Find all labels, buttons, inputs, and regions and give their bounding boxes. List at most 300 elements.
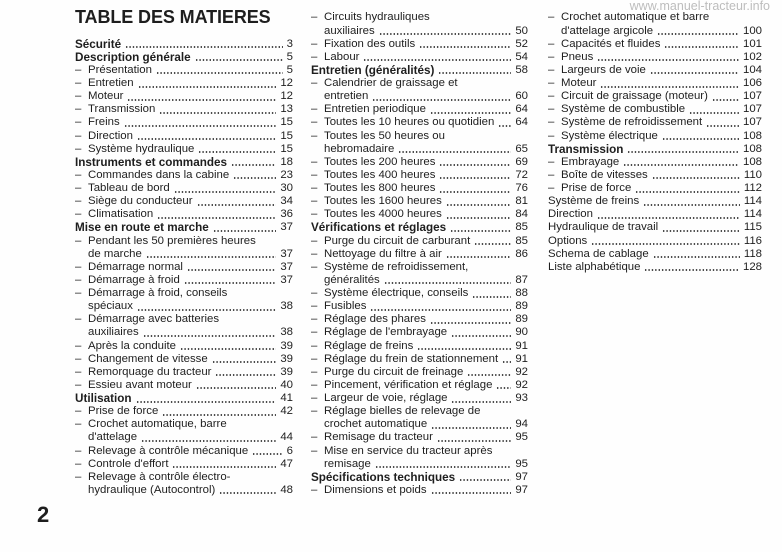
- dash-marker: –: [311, 352, 318, 365]
- toc-entry-title: Mise en service du tracteur après: [324, 444, 493, 457]
- dot-leader: [451, 335, 511, 337]
- toc-line: [311, 90, 528, 103]
- toc-subentry: [548, 169, 762, 182]
- toc-line: [548, 221, 762, 234]
- toc-page-number: 6: [286, 444, 293, 457]
- dot-leader: [172, 466, 276, 468]
- toc-page-number: 90: [515, 326, 528, 339]
- toc-line: [548, 235, 762, 248]
- toc-entry-title: Tableau de bord: [88, 182, 170, 195]
- toc-line: [311, 471, 528, 484]
- toc-entry-title: Circuits hydrauliques: [324, 11, 430, 24]
- toc-subentry: [75, 64, 293, 77]
- toc-entry-title-continued: d'attelage argicole: [561, 24, 654, 37]
- toc-line: [311, 25, 528, 38]
- dot-leader: [439, 164, 511, 166]
- toc-entry-title: Pendant les 50 premières heures: [88, 234, 256, 247]
- toc-entry-title: Embrayage: [561, 155, 620, 168]
- dash-marker: –: [311, 195, 318, 208]
- dot-leader: [627, 151, 739, 153]
- toc-entry-title: Remorquage du tracteur: [88, 365, 212, 378]
- dot-leader: [198, 151, 276, 153]
- toc-line: [75, 261, 293, 274]
- dot-leader: [137, 309, 276, 311]
- toc-entry-title-continued: auxiliaires: [88, 326, 139, 339]
- dot-leader: [502, 361, 511, 363]
- dash-marker: –: [75, 457, 82, 470]
- toc-line: [548, 195, 762, 208]
- toc-page-number: 37: [280, 247, 293, 260]
- toc-page-number: 112: [743, 182, 762, 194]
- toc-page-number: 116: [743, 234, 762, 247]
- toc-entry-title: Commandes dans la cabine: [88, 168, 230, 181]
- dash-marker: –: [548, 116, 555, 129]
- toc-page-number: 39: [280, 339, 293, 352]
- toc-entry-title: Largeurs de voie: [561, 63, 646, 76]
- dot-leader: [635, 191, 740, 193]
- toc-entry-title: Système de refroidissement: [561, 116, 703, 129]
- toc-subentry: [75, 261, 293, 274]
- toc-subentry: [548, 182, 762, 195]
- toc-section-heading: [75, 392, 293, 405]
- toc-subentry: [311, 156, 528, 169]
- toc-entry-title: Fusibles: [324, 300, 367, 313]
- toc-page-number: 64: [515, 116, 528, 129]
- toc-subentry: [311, 182, 528, 195]
- toc-entry: [548, 235, 762, 248]
- dot-leader: [174, 191, 277, 193]
- toc-subentry: [548, 156, 762, 169]
- toc-subentry: [75, 103, 293, 116]
- dot-leader: [430, 112, 511, 114]
- toc-subentry: [75, 366, 293, 379]
- toc-entry-title: Toutes les 200 heures: [324, 155, 436, 168]
- toc-entry-title: Système de refroidissement,: [324, 260, 469, 273]
- toc-entry-title: Entretien (généralités): [311, 63, 435, 77]
- dot-leader: [219, 492, 276, 494]
- toc-subentry: [75, 143, 293, 156]
- watermark-url: www.manuel-tracteur.info: [629, 0, 770, 13]
- toc-line: [75, 445, 293, 458]
- toc-line: [311, 458, 528, 471]
- dot-leader: [187, 269, 276, 271]
- dash-marker: –: [75, 168, 82, 181]
- dot-leader: [430, 322, 511, 324]
- dot-leader: [212, 361, 277, 363]
- toc-entry-title-continued: de marche: [88, 247, 142, 260]
- dot-leader: [664, 46, 739, 48]
- toc-subentry: [75, 353, 293, 366]
- toc-page-number: 76: [515, 182, 528, 194]
- dash-marker: –: [548, 103, 555, 116]
- toc-page-number: 44: [280, 431, 293, 444]
- dash-marker: –: [75, 378, 82, 391]
- toc-line: [311, 51, 528, 64]
- toc-entry-title-continued: hydraulique (Autocontrol): [88, 483, 216, 496]
- toc-page-number: 18: [280, 155, 293, 168]
- dash-marker: –: [311, 103, 318, 116]
- toc-line: [75, 379, 293, 392]
- dot-leader: [650, 72, 739, 74]
- dash-marker: –: [548, 90, 555, 103]
- toc-subentry: [311, 235, 528, 248]
- toc-subentry: [311, 103, 528, 116]
- toc-page-number: 38: [280, 300, 293, 313]
- toc-line: [311, 445, 528, 458]
- toc-entry-title: Circuit de graissage (moteur): [561, 90, 708, 103]
- toc-entry-title: Démarrage à froid, conseils: [88, 287, 228, 300]
- toc-entry: [548, 221, 762, 234]
- toc-page-number: 48: [280, 483, 293, 496]
- toc-line: [75, 392, 293, 405]
- toc-page-number: 91: [515, 352, 528, 365]
- toc-entry-title: Entretien: [88, 77, 134, 90]
- toc-line: [75, 64, 293, 77]
- dot-leader: [197, 204, 277, 206]
- dash-marker: –: [311, 155, 318, 168]
- toc-line: [75, 182, 293, 195]
- toc-page-number: 97: [515, 483, 528, 496]
- toc-entry-title: Largeur de voie, réglage: [324, 392, 448, 404]
- toc-entry-title-continued: d'attelage: [88, 431, 138, 444]
- toc-line: [75, 221, 293, 234]
- toc-line: [75, 248, 293, 261]
- toc-entry-title: Transmission: [548, 142, 624, 156]
- dash-marker: –: [75, 63, 82, 76]
- toc-page-number: 92: [515, 365, 528, 378]
- toc-subentry: [311, 287, 528, 300]
- toc-subentry: [548, 11, 762, 37]
- toc-page-number: 97: [515, 470, 528, 483]
- toc-section-heading: [75, 38, 293, 51]
- toc-page-number: 39: [280, 352, 293, 365]
- toc-subentry: [311, 169, 528, 182]
- toc-subentry: [311, 51, 528, 64]
- toc-page-number: 52: [515, 37, 528, 50]
- toc-page-number: 92: [515, 378, 528, 391]
- toc-page-number: 114: [743, 195, 762, 208]
- dash-marker: –: [548, 37, 555, 50]
- toc-line: [311, 274, 528, 287]
- toc-subentry: [75, 313, 293, 339]
- toc-entry-title: Pincement, vérification et réglage: [324, 378, 493, 391]
- toc-page-number: 101: [742, 37, 762, 50]
- toc-page-number: 36: [280, 208, 293, 221]
- toc-line: [311, 392, 528, 405]
- toc-page-number: 65: [515, 142, 528, 155]
- toc-subentry: [548, 103, 762, 116]
- toc-line: [311, 300, 528, 313]
- dot-leader: [657, 33, 739, 35]
- toc-entry-title: Prise de force: [88, 405, 159, 418]
- toc-entry-title: Crochet automatique, barre: [88, 418, 227, 431]
- dash-marker: –: [311, 392, 318, 404]
- dot-leader: [231, 164, 276, 166]
- dot-leader: [446, 204, 512, 206]
- toc-line: [311, 353, 528, 366]
- toc-section-heading: [75, 156, 293, 169]
- dash-marker: –: [75, 142, 82, 155]
- toc-page-number: 39: [280, 365, 293, 378]
- toc-page-number: 108: [742, 155, 762, 168]
- toc-line: [311, 221, 528, 234]
- toc-subentry: [311, 208, 528, 221]
- toc-subentry: [311, 38, 528, 51]
- toc-page-number: 86: [515, 247, 528, 260]
- toc-line: [311, 235, 528, 248]
- toc-section-heading: [548, 143, 762, 156]
- toc-column-3: [548, 11, 762, 274]
- toc-line: [75, 418, 293, 431]
- toc-entry-title: Réglage de freins: [324, 339, 414, 352]
- dot-leader: [438, 72, 511, 74]
- dash-marker: –: [75, 234, 82, 247]
- toc-subentry: [75, 235, 293, 261]
- dot-leader: [233, 177, 276, 179]
- toc-entry-title: Boîte de vitesses: [561, 168, 648, 181]
- toc-entry: [548, 208, 762, 221]
- dot-leader: [712, 99, 739, 101]
- toc-entry-title: Crochet automatique et barre: [561, 11, 710, 24]
- toc-subentry: [311, 445, 528, 471]
- toc-entry-title: Transmission: [88, 103, 156, 116]
- toc-entry: [548, 261, 762, 274]
- dot-leader: [125, 46, 283, 48]
- dash-marker: –: [548, 182, 555, 194]
- toc-entry-title: Siège du conducteur: [88, 195, 193, 208]
- toc-line: [311, 116, 528, 129]
- dash-marker: –: [311, 483, 318, 496]
- toc-entry-title: Système de combustible: [561, 103, 686, 116]
- toc-line: [548, 64, 762, 77]
- toc-subentry: [311, 77, 528, 103]
- dot-leader: [180, 348, 276, 350]
- toc-subentry: [311, 326, 528, 339]
- toc-entry-title: Schema de cablage: [548, 247, 649, 260]
- dash-marker: –: [311, 313, 318, 326]
- toc-entry-title: Réglage de l'embrayage: [324, 326, 448, 339]
- dot-leader: [498, 125, 511, 127]
- toc-section-heading: [75, 221, 293, 234]
- toc-entry-title: Remisage du tracteur: [324, 431, 433, 444]
- toc-entry-title: Instruments et commandes: [75, 155, 227, 169]
- dot-leader: [431, 427, 511, 429]
- dash-marker: –: [75, 103, 82, 116]
- dot-leader: [597, 59, 739, 61]
- toc-line: [548, 208, 762, 221]
- dot-leader: [252, 453, 282, 455]
- dot-leader: [652, 177, 740, 179]
- toc-entry-title: Description générale: [75, 50, 191, 64]
- toc-line: [75, 326, 293, 339]
- toc-page-number: 107: [742, 116, 762, 129]
- toc-page-number: 5: [286, 63, 293, 76]
- toc-line: [75, 313, 293, 326]
- toc-line: [548, 130, 762, 143]
- toc-line: [75, 287, 293, 300]
- dot-leader: [446, 256, 512, 258]
- dash-marker: –: [311, 365, 318, 378]
- toc-subentry: [311, 11, 528, 37]
- toc-line: [548, 103, 762, 116]
- toc-entry-title: Changement de vitesse: [88, 352, 208, 365]
- toc-page-number: 91: [515, 339, 528, 352]
- toc-subentry: [548, 90, 762, 103]
- toc-page-number: 69: [515, 155, 528, 168]
- toc-line: [548, 182, 762, 195]
- toc-subentry: [548, 116, 762, 129]
- toc-page-number: 15: [280, 116, 293, 129]
- toc-page-number: 23: [280, 168, 293, 181]
- toc-entry-title: Pneus: [561, 50, 594, 63]
- toc-subentry: [75, 130, 293, 143]
- toc-entry-title: Utilisation: [75, 392, 132, 406]
- dot-leader: [662, 230, 740, 232]
- dot-leader: [379, 33, 512, 35]
- toc-entry-title-continued: spéciaux: [88, 300, 133, 313]
- toc-line: [311, 379, 528, 392]
- dot-leader: [600, 86, 739, 88]
- toc-subentry: [75, 471, 293, 497]
- dot-leader: [162, 414, 276, 416]
- dot-leader: [662, 138, 739, 140]
- toc-entry-title: Labour: [324, 50, 360, 63]
- dot-leader: [437, 440, 511, 442]
- toc-page-number: 37: [280, 273, 293, 286]
- toc-subentry: [311, 366, 528, 379]
- toc-line: [75, 195, 293, 208]
- toc-line: [548, 169, 762, 182]
- toc-line: [311, 143, 528, 156]
- toc-line: [311, 77, 528, 90]
- dot-leader: [146, 256, 277, 258]
- toc-entry-title: Freins: [88, 116, 120, 129]
- toc-line: [311, 64, 528, 77]
- toc-line: [548, 143, 762, 156]
- toc-page-number: 107: [742, 103, 762, 116]
- toc-line: [311, 287, 528, 300]
- toc-page-number: 3: [286, 37, 293, 50]
- dot-leader: [450, 230, 511, 232]
- toc-line: [75, 235, 293, 248]
- toc-entry-title: Hydraulique de travail: [548, 221, 659, 234]
- dot-leader: [124, 125, 277, 127]
- toc-entry-title: Entretien periodique: [324, 103, 426, 116]
- toc-subentry: [75, 169, 293, 182]
- toc-page-number: 15: [280, 129, 293, 142]
- toc-entry: [548, 248, 762, 261]
- toc-line: [311, 11, 528, 24]
- dash-marker: –: [311, 234, 318, 247]
- toc-subentry: [75, 445, 293, 458]
- toc-subentry: [75, 90, 293, 103]
- toc-entry-title: Spécifications techniques: [311, 470, 456, 484]
- page-number: 2: [37, 502, 50, 527]
- dot-leader: [459, 479, 511, 481]
- toc-subentry: [75, 405, 293, 418]
- toc-entry-title: Dimensions et poids: [324, 483, 427, 496]
- toc-entry-title: Démarrage normal: [88, 260, 183, 273]
- dot-leader: [398, 151, 511, 153]
- toc-line: [75, 130, 293, 143]
- toc-entry-title-continued: remisage: [324, 457, 371, 470]
- toc-line: [75, 143, 293, 156]
- dot-leader: [196, 387, 276, 389]
- toc-line: [311, 340, 528, 353]
- toc-subentry: [75, 418, 293, 444]
- toc-subentry: [548, 64, 762, 77]
- dash-marker: –: [311, 168, 318, 181]
- toc-subentry: [311, 195, 528, 208]
- toc-subentry: [75, 274, 293, 287]
- toc-line: [75, 471, 293, 484]
- dot-leader: [157, 217, 276, 219]
- toc-page-number: 89: [515, 313, 528, 326]
- toc-page-number: 94: [515, 418, 528, 431]
- dash-marker: –: [548, 168, 555, 181]
- dash-marker: –: [311, 405, 318, 418]
- toc-subentry: [75, 77, 293, 90]
- toc-line: [75, 116, 293, 129]
- toc-line: [75, 366, 293, 379]
- dash-marker: –: [75, 470, 82, 483]
- toc-page-number: 12: [280, 77, 293, 90]
- toc-page-number: 15: [280, 142, 293, 155]
- toc-entry-title-continued: auxiliaires: [324, 24, 375, 37]
- dot-leader: [446, 217, 512, 219]
- toc-line: [311, 130, 528, 143]
- dash-marker: –: [311, 116, 318, 129]
- toc-subentry: [311, 392, 528, 405]
- toc-page-number: 58: [515, 63, 528, 76]
- toc-column-2: [311, 11, 528, 497]
- toc-line: [75, 340, 293, 353]
- toc-line: [548, 116, 762, 129]
- toc-entry-title: Climatisation: [88, 208, 154, 221]
- toc-line: [548, 77, 762, 90]
- toc-line: [311, 103, 528, 116]
- toc-entry-title: Purge du circuit de freinage: [324, 365, 464, 378]
- toc-entry-title: Toutes les 800 heures: [324, 182, 436, 194]
- toc-entry-title: Système électrique, conseils: [324, 287, 469, 299]
- dot-leader: [363, 59, 511, 61]
- dot-leader: [431, 492, 512, 494]
- dash-marker: –: [75, 273, 82, 286]
- dot-leader: [689, 112, 739, 114]
- dash-marker: –: [548, 50, 555, 63]
- toc-line: [311, 156, 528, 169]
- dot-leader: [384, 282, 512, 284]
- toc-line: [311, 248, 528, 261]
- toc-section-heading: [311, 64, 528, 77]
- toc-subentry: [548, 38, 762, 51]
- toc-entry-title: Réglage des phares: [324, 313, 426, 326]
- dash-marker: –: [75, 444, 82, 457]
- toc-page-number: 108: [742, 129, 762, 142]
- toc-line: [75, 431, 293, 444]
- toc-entry-title: Direction: [88, 129, 133, 142]
- toc-page-number: 88: [515, 287, 528, 299]
- dot-leader: [137, 138, 276, 140]
- dash-marker: –: [311, 50, 318, 63]
- dot-leader: [375, 466, 511, 468]
- dash-marker: –: [75, 129, 82, 142]
- dash-marker: –: [75, 116, 82, 129]
- toc-line: [548, 90, 762, 103]
- toc-entry-title: Liste alphabétique: [548, 260, 641, 273]
- dash-marker: –: [75, 260, 82, 273]
- dash-marker: –: [311, 326, 318, 339]
